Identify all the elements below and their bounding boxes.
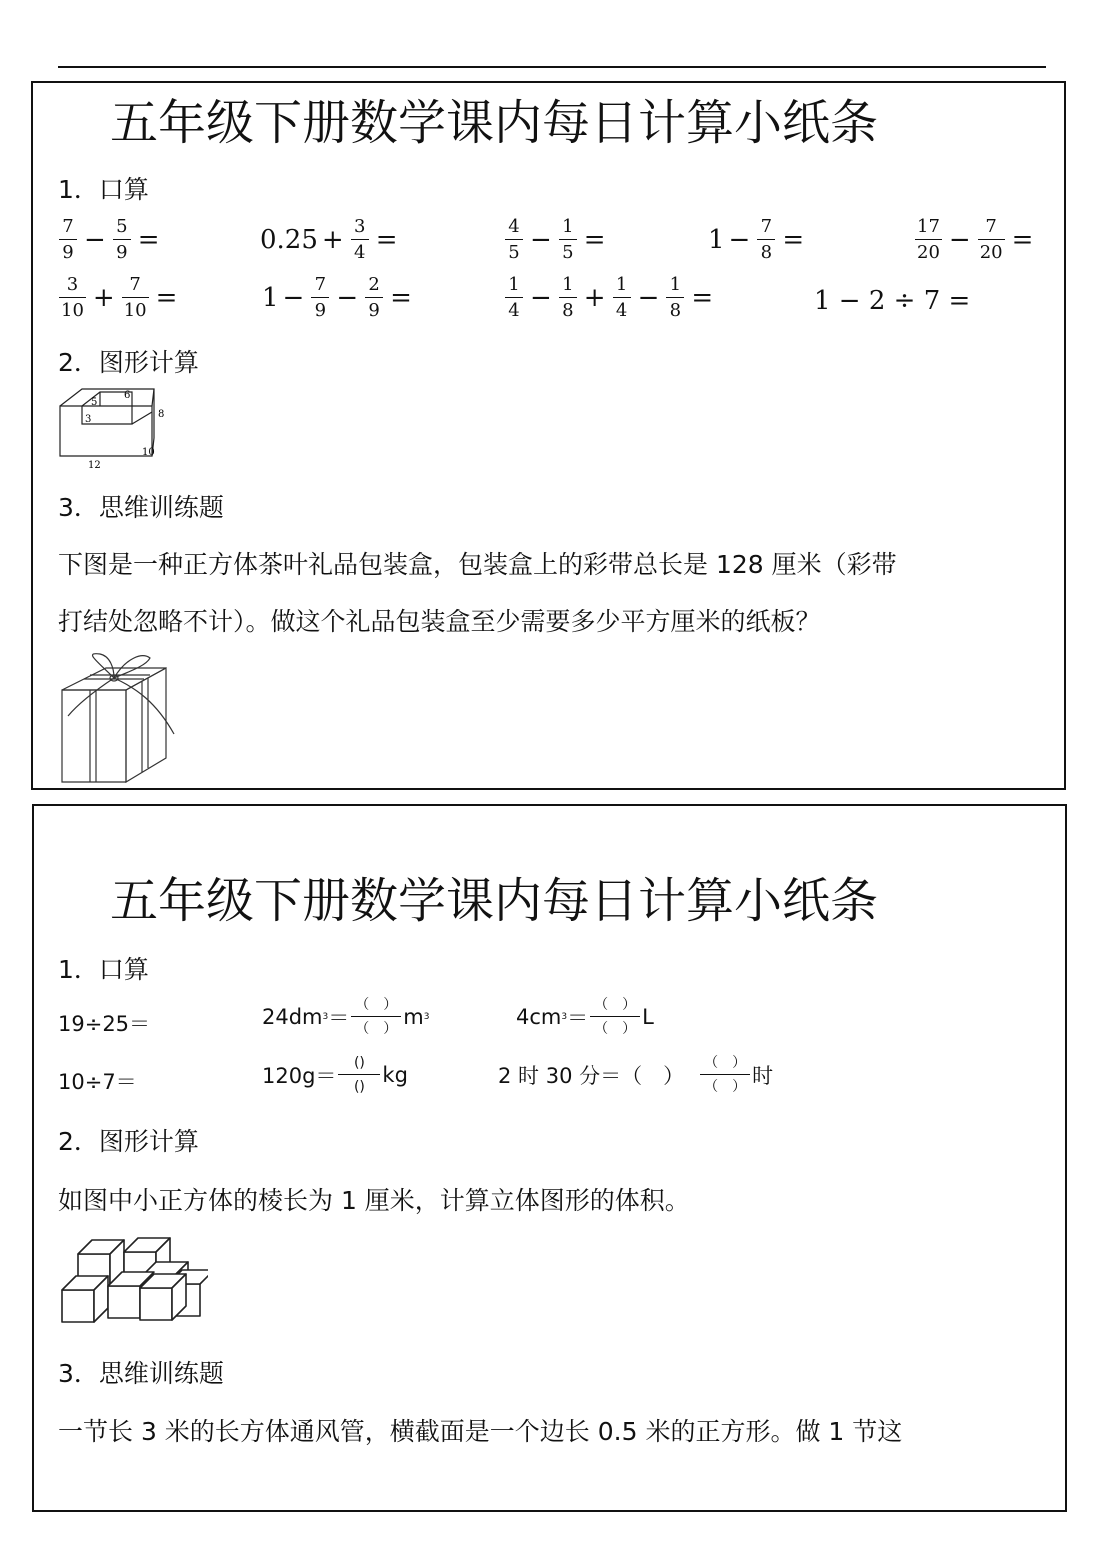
card2-expr-5: 120g＝ $\frac{()}{()}$ kg — [262, 1055, 408, 1095]
fraction: $\frac{7}{9}$ — [59, 218, 77, 262]
blank-fraction[interactable]: $\frac{( )}{( )}$ — [590, 998, 640, 1036]
dim-label-8: 8 — [158, 409, 165, 420]
dim-label-10: 10 — [142, 447, 155, 458]
blank-fraction[interactable]: $\frac{( )}{( )}$ — [700, 1056, 750, 1094]
card2-expr-2: 24dm 3 ＝ $\frac{( )}{( )}$ m 3 — [262, 997, 430, 1037]
card2-expr-6: 2 时 30 分＝（ ） $\frac{( )}{( )}$ 时 — [498, 1055, 774, 1095]
fraction: $\frac{7}{20}$ — [979, 216, 1003, 263]
card1-expr-9: 1 − 2 ÷ 7 = — [814, 286, 971, 316]
fraction: $\frac{7}{9}$ — [311, 276, 329, 320]
card2-expr-1: 19÷25＝ — [58, 1012, 151, 1036]
fraction: $\frac{1}{8}$ — [559, 276, 577, 320]
card1-expr-7: 1 − $\frac{7}{9}$ − $\frac{2}{9}$ = — [262, 274, 412, 321]
blank-fraction[interactable]: $\frac{()}{()}$ — [338, 1056, 380, 1094]
worksheet-card-1 — [31, 81, 1066, 790]
fraction: $\frac{2}{9}$ — [365, 276, 383, 320]
card2-section-thinking: 3．思维训练题 — [58, 1359, 224, 1388]
card1-title: 五年级下册数学课内每日计算小纸条 — [110, 95, 879, 151]
fraction: $\frac{7}{10}$ — [123, 274, 147, 321]
card1-expr-4: 1 − $\frac{7}{8}$ = — [708, 216, 805, 263]
card1-expr-2: 0.25 + $\frac{3}{4}$ = — [260, 216, 398, 263]
card1-section-mental-math: 1．口算 — [58, 175, 149, 204]
fraction: $\frac{3}{10}$ — [61, 274, 84, 321]
fraction: $\frac{5}{9}$ — [113, 218, 131, 262]
card2-section-mental-math: 1．口算 — [58, 955, 149, 984]
fraction: $\frac{4}{5}$ — [505, 218, 523, 262]
fraction: $\frac{7}{8}$ — [757, 218, 775, 262]
card1-section-shape-calc: 2．图形计算 — [58, 348, 199, 377]
dim-label-5: 5 — [91, 397, 98, 408]
card1-expr-8: $\frac{1}{4}$ − $\frac{1}{8}$ + $\frac{1}{4}$ − $\frac{1}{8}$ = — [502, 276, 717, 320]
card1-problem-line-1: 下图是一种正方体茶叶礼品包装盒，包装盒上的彩带总长是 128 厘米（彩带 — [58, 550, 897, 579]
dim-label-3: 3 — [85, 414, 92, 425]
card2-expr-4: 10÷7＝ — [58, 1070, 137, 1094]
card2-expr-3: 4cm 3 ＝ $\frac{( )}{( )}$ L — [516, 997, 654, 1037]
fraction: $\frac{17}{20}$ — [917, 216, 940, 263]
gift-box-figure — [56, 650, 182, 786]
card1-expr-5: $\frac{17}{20}$ − $\frac{7}{20}$ = — [917, 216, 1034, 263]
card2-problem-line-1: 一节长 3 米的长方体通风管，横截面是一个边长 0.5 米的正方形。做 1 节这 — [58, 1417, 903, 1446]
top-rule — [58, 66, 1046, 68]
fraction: $\frac{3}{4}$ — [351, 218, 369, 262]
fraction: $\frac{1}{4}$ — [613, 276, 631, 320]
card1-section-thinking: 3．思维训练题 — [58, 493, 224, 522]
blank-fraction[interactable]: $\frac{( )}{( )}$ — [351, 998, 401, 1036]
fraction: $\frac{1}{4}$ — [505, 276, 523, 320]
card2-section-shape-calc: 2．图形计算 — [58, 1127, 199, 1156]
card1-problem-line-2: 打结处忽略不计）。做这个礼品包装盒至少需要多少平方厘米的纸板？ — [58, 607, 821, 636]
fraction: $\frac{1}{5}$ — [559, 218, 577, 262]
card2-title: 五年级下册数学课内每日计算小纸条 — [110, 873, 879, 929]
dim-label-12: 12 — [88, 460, 101, 471]
fraction: $\frac{1}{8}$ — [666, 276, 684, 320]
dim-label-6: 6 — [124, 390, 131, 401]
stacked-cubes-figure — [58, 1232, 208, 1332]
card2-shape-problem: 如图中小正方体的棱长为 1 厘米，计算立体图形的体积。 — [58, 1186, 690, 1215]
card1-expr-3: $\frac{4}{5}$ − $\frac{1}{5}$ = — [502, 218, 610, 262]
card1-expr-1: $\frac{7}{9}$ − $\frac{5}{9}$ = — [56, 218, 164, 262]
notched-cuboid-figure — [56, 384, 172, 474]
card1-expr-6: $\frac{3}{10}$ + $\frac{7}{10}$ = — [61, 274, 178, 321]
